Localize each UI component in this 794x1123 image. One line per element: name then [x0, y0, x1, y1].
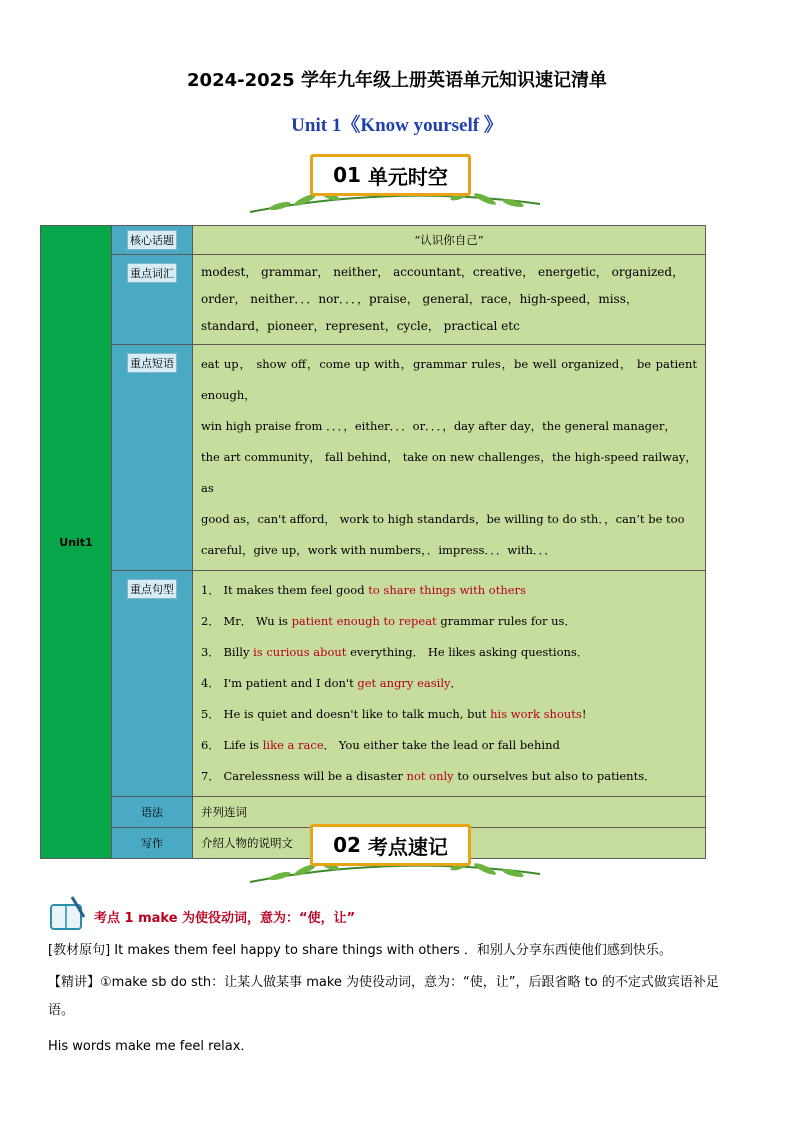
- sentence-highlight: to share things with others: [368, 583, 526, 597]
- label-topic: [112, 226, 193, 255]
- sentence-item: [201, 668, 697, 699]
- unit-cell: Unit1: [41, 226, 112, 859]
- sentence-item: [201, 575, 697, 606]
- sentence-item: [201, 761, 697, 792]
- value-topic: [193, 226, 706, 255]
- label-text: 语法: [141, 806, 163, 819]
- explanation-line-2: 语。: [48, 1003, 75, 1018]
- sentence-item: [201, 730, 697, 761]
- sentence-text: 7． Carelessness will be a disaster: [201, 769, 407, 783]
- table-row-vocab: [41, 255, 706, 345]
- table-row-topic: [41, 226, 706, 255]
- kaodian-heading: [48, 895, 748, 933]
- notebook-pen-icon: [48, 895, 88, 933]
- sentence-item: [201, 699, 697, 730]
- section-banner-2: [245, 822, 545, 892]
- sentence-text: 1． It makes them feel good: [201, 583, 369, 597]
- unit-overview-table: [40, 225, 706, 859]
- sentence-item: [201, 637, 697, 668]
- value-sentences: [193, 571, 706, 797]
- example-sentence: His words make me feel relax．: [48, 1039, 254, 1054]
- phrase-line: careful，give up，work with numbers，．impress．．．with．．．: [201, 543, 556, 557]
- banner-2-label: [310, 824, 471, 866]
- phrase-line: the art community， fall behind， take on new challenges，the high-speed railway， as: [201, 450, 697, 495]
- explanation-line-1: 【精讲】①make sb do sth：让某人做某事 make 为使役动词，意为：“使，让”，后跟省略 to 的不定式做宾语补足: [48, 975, 719, 990]
- sentence-text: 3． Billy: [201, 645, 254, 659]
- sentence-highlight: like a race: [262, 738, 324, 752]
- value-vocab: [193, 255, 706, 345]
- banner-1-number: 01: [333, 163, 361, 187]
- phrase-line: eat up， show off，come up with，grammar rules，be well organized， be patient enough，: [201, 357, 697, 402]
- sentence-item: [201, 606, 697, 637]
- writing-text: 介绍人物的说明文: [201, 836, 293, 850]
- banner-2-text: 考点速记: [367, 834, 448, 859]
- sentence-text: 2． Mr． Wu is: [201, 614, 292, 628]
- vocab-line: standard，pioneer，represent，cycle， practical etc: [201, 319, 520, 333]
- label-writing: [112, 828, 193, 859]
- table-row-phrases: [41, 345, 706, 571]
- sentence-text: 4． I'm patient and I don't: [201, 676, 358, 690]
- label-vocab: [112, 255, 193, 345]
- kaodian-title: 考点 1 make 为使役动词，意为：“使，让”: [94, 911, 356, 926]
- phrase-line: good as，can't afford， work to high standards，be willing to do sth．，can’t be too: [201, 512, 685, 526]
- topic-text: “认识你自己”: [414, 233, 484, 247]
- sentence-highlight: not only: [406, 769, 454, 783]
- label-text: 重点句型: [127, 579, 177, 599]
- sentence-text: ．: [450, 676, 462, 690]
- sentence-highlight: patient enough to repeat: [291, 614, 437, 628]
- label-text: 写作: [141, 837, 163, 850]
- sentence-text: !: [581, 707, 587, 721]
- label-grammar: [112, 797, 193, 828]
- source-sentence: [教材原句] It makes them feel happy to share things with others ．和别人分享东西使他们感到快乐。: [48, 943, 672, 958]
- table-row-sentences: [41, 571, 706, 797]
- phrase-line: win high praise from ．．．，either．．．or．．．，day after day，the general manager，: [201, 419, 676, 433]
- sentence-text: ． You either take the lead or fall behind: [323, 738, 560, 752]
- label-text: 核心话题: [127, 230, 177, 250]
- vocab-line: order， neither．．．nor．．．，praise， general，race，high-speed，miss，: [201, 292, 638, 306]
- label-phrases: [112, 345, 193, 571]
- sentence-text: to ourselves but also to patients．: [453, 769, 656, 783]
- unit-subtitle: Unit 1《Know yourself 》: [291, 115, 503, 136]
- sentence-highlight: is curious about: [253, 645, 347, 659]
- sentence-text: 6． Life is: [201, 738, 263, 752]
- banner-2-number: 02: [333, 833, 361, 857]
- sentence-highlight: his work shouts: [490, 707, 582, 721]
- sentence-text: 5． He is quiet and doesn't like to talk much, but: [201, 707, 491, 721]
- value-phrases: [193, 345, 706, 571]
- banner-1-label: [310, 154, 471, 196]
- vocab-line: modest， grammar， neither， accountant，creative， energetic， organized，: [201, 265, 685, 279]
- label-text: 重点词汇: [127, 263, 177, 283]
- sentence-text: everything． He likes asking questions．: [346, 645, 589, 659]
- grammar-text: 并列连词: [201, 805, 247, 819]
- label-sentences: [112, 571, 193, 797]
- section-banner-1: [245, 152, 545, 222]
- banner-1-text: 单元时空: [367, 164, 448, 189]
- sentence-text: grammar rules for us．: [436, 614, 576, 628]
- sentence-highlight: get angry easily: [357, 676, 451, 690]
- page-title: 2024-2025 学年九年级上册英语单元知识速记清单: [187, 70, 607, 91]
- label-text: 重点短语: [127, 353, 177, 373]
